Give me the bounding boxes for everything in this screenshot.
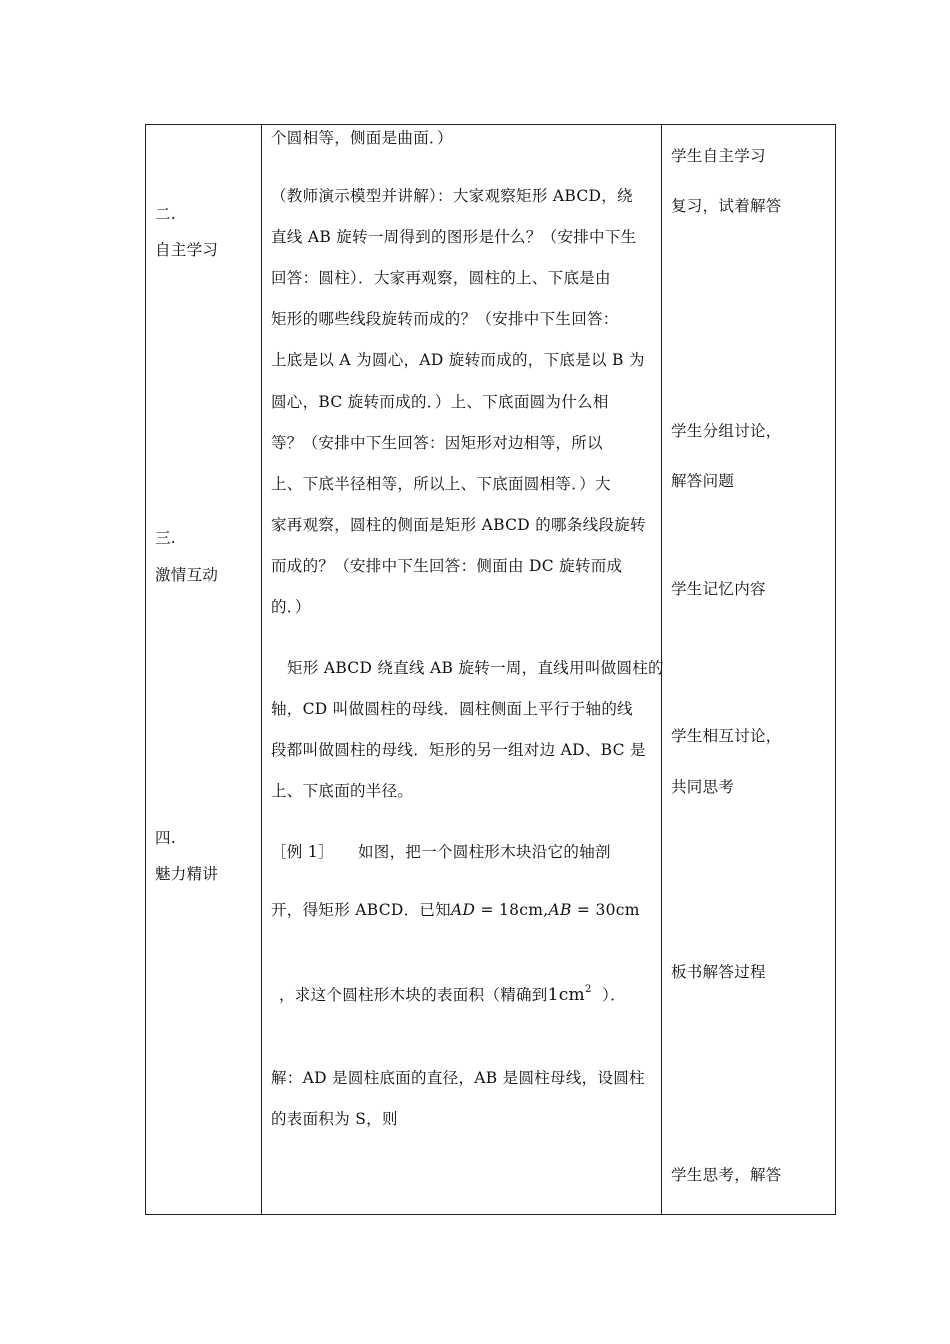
- text-line: 的．）: [271, 598, 311, 616]
- section-2-number: 二.: [155, 205, 177, 223]
- activity-note: 学生相互讨论，: [671, 727, 782, 745]
- section-3-number: 三.: [155, 529, 177, 547]
- unit-exponent: 2: [584, 984, 592, 995]
- unit-base: 1cm: [547, 985, 585, 1005]
- text-line: 矩形的哪些线段旋转而成的？（安排中下生回答：: [271, 310, 619, 328]
- value-ad: = 18cm,: [475, 901, 549, 919]
- solution-line-1: 解：AD 是圆柱底面的直径，AB 是圆柱母线，设圆柱: [271, 1069, 645, 1087]
- text-line: （教师演示模型并讲解）：大家观察矩形 ABCD，绕: [271, 187, 633, 205]
- example-line-1: 如图，把一个圆柱形木块沿它的轴剖: [358, 843, 611, 861]
- example-line-2: [271, 900, 640, 920]
- activity-note: 复习，试着解答: [671, 197, 782, 215]
- text-line: 段都叫做圆柱的母线．矩形的另一组对边 AD、BC 是: [271, 741, 646, 759]
- var-ad: AD: [451, 901, 476, 919]
- example-label: ［例 1］: [271, 843, 334, 861]
- text-line: 圆心，BC 旋转而成的．）上、下底面圆为什么相: [271, 393, 609, 411]
- text-line: 等？（安排中下生回答：因矩形对边相等，所以: [271, 434, 603, 452]
- text-line: 而成的？（安排中下生回答：侧面由 DC 旋转而成: [271, 557, 623, 575]
- example-line-3: [279, 985, 626, 1005]
- solution-line-2: 的表面积为 S，则: [271, 1110, 398, 1128]
- activity-note: 学生记忆内容: [671, 580, 766, 598]
- example-line-2-text: 开，得矩形 ABCD．已知: [271, 901, 451, 919]
- text-line: 回答：圆柱）．大家再观察，圆柱的上、下底是由: [271, 269, 611, 287]
- text-line: 轴，CD 叫做圆柱的母线．圆柱侧面上平行于轴的线: [271, 700, 633, 718]
- var-ab: AB: [548, 901, 572, 919]
- text-line: 矩形 ABCD 绕直线 AB 旋转一周，直线用叫做圆柱的: [287, 659, 664, 677]
- text-line: 上、下底面的半径。: [271, 782, 414, 800]
- text-line: 上底是以 A 为圆心，AD 旋转而成的，下底是以 B 为: [271, 351, 645, 369]
- activity-note: 共同思考: [671, 778, 735, 796]
- section-3-title: 激情互动: [155, 566, 219, 584]
- text-line-continuation: 个圆相等，侧面是曲面．）: [271, 129, 453, 147]
- activity-note: 学生思考，解答: [671, 1166, 782, 1184]
- column-divider-left: [261, 125, 262, 1214]
- text-line: 直线 AB 旋转一周得到的图形是什么？（安排中下生: [271, 228, 637, 246]
- text-line: 上、下底半径相等，所以上、下底面圆相等．）大: [271, 475, 611, 493]
- example-line-3-end: ）．: [602, 986, 626, 1004]
- value-ab: = 30cm: [571, 901, 640, 919]
- section-4-number: 四.: [155, 829, 177, 847]
- activity-note: 学生自主学习: [671, 147, 766, 165]
- section-2-title: 自主学习: [155, 241, 219, 259]
- given-formula: [451, 901, 640, 919]
- activity-note: 板书解答过程: [671, 963, 766, 981]
- activity-note: 学生分组讨论，: [671, 422, 782, 440]
- example-line-3-text: ，求这个圆柱形木块的表面积（精确到: [279, 986, 548, 1004]
- activity-note: 解答问题: [671, 472, 735, 490]
- section-4-title: 魅力精讲: [155, 865, 219, 883]
- text-line: 家再观察，圆柱的侧面是矩形 ABCD 的哪条线段旋转: [271, 516, 646, 534]
- precision-unit: [548, 985, 592, 1005]
